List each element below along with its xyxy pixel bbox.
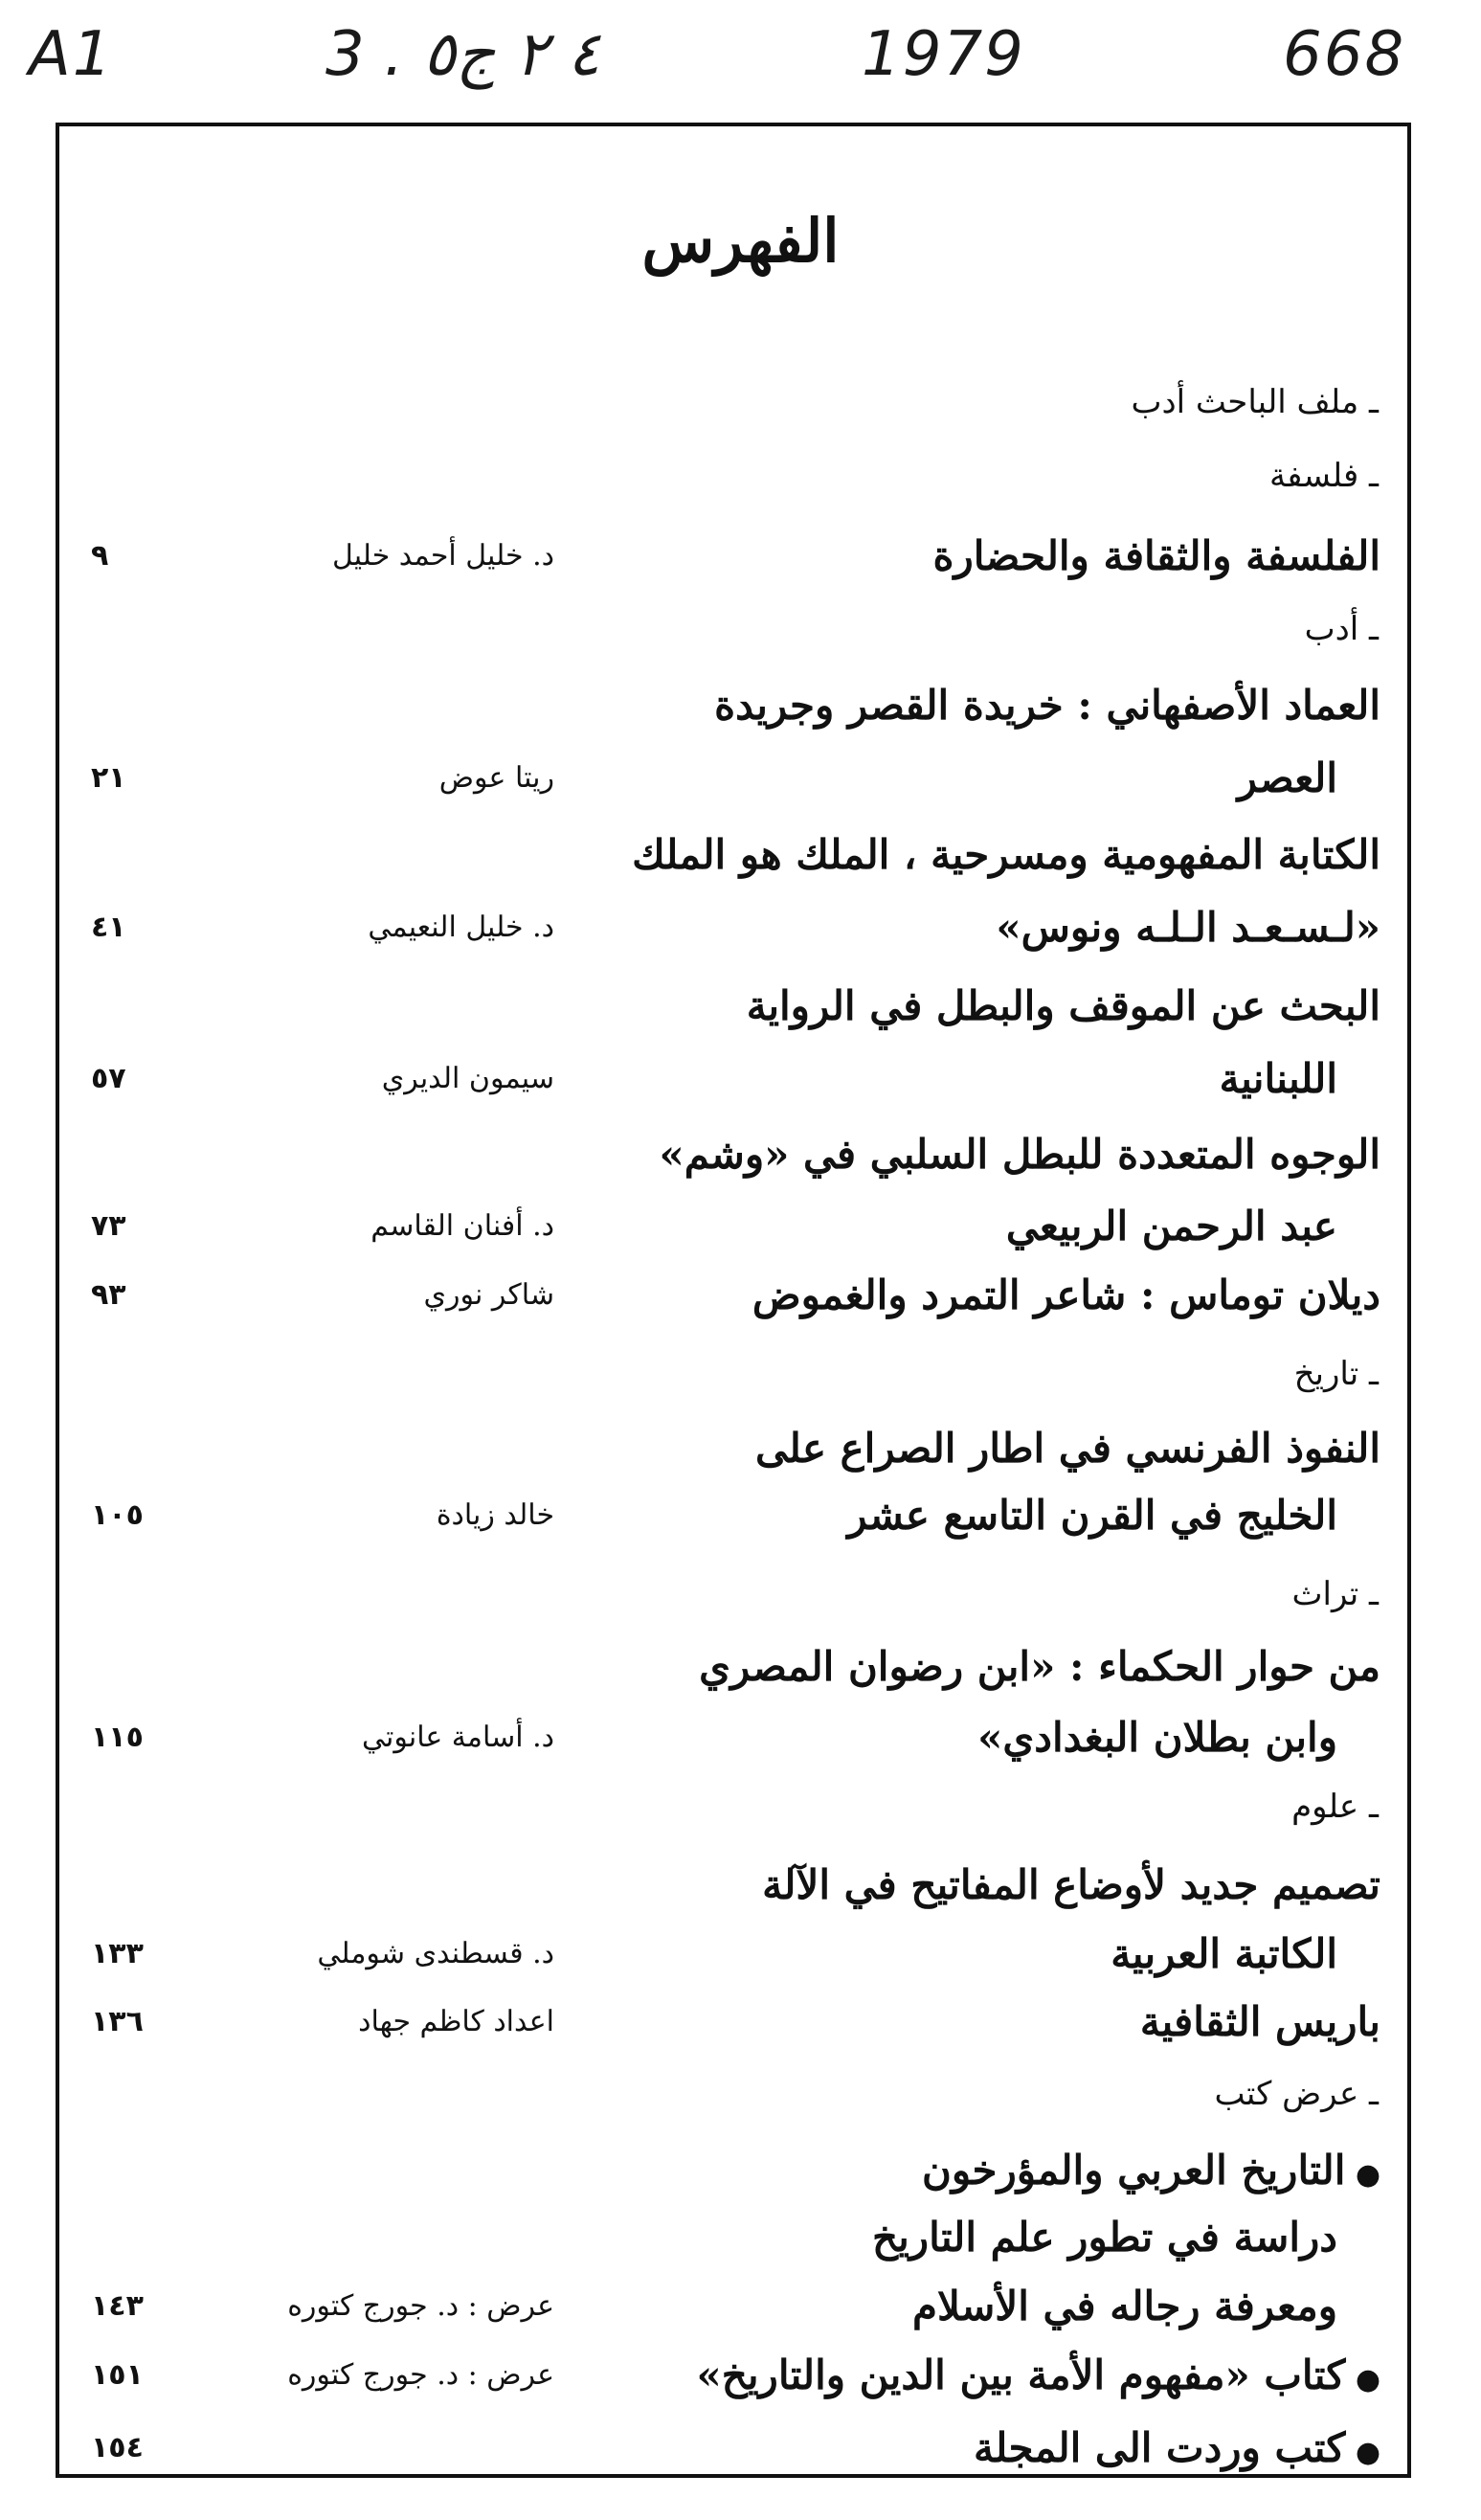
entry-title: ● التاريخ العربي والمؤرخون	[922, 2137, 1380, 2209]
entry-author: عرض : د. جورج كتوره	[287, 2358, 554, 2392]
section-heading	[0, 1773, 1481, 1840]
handwritten-mark: A1	[29, 19, 114, 90]
entry-title: ومعرفة رجاله في الأسلام	[912, 2283, 1337, 2329]
entry-title: الخليج في القرن التاسع عشر	[847, 1492, 1337, 1539]
entry-title: باريس الثقافية	[1139, 1998, 1380, 2045]
entry-page-number: ١٣٦	[91, 2005, 144, 2038]
entry-author: شاكر نوري	[423, 1278, 554, 1312]
toc-entry	[0, 2273, 1481, 2340]
handwritten-number: 668	[1283, 19, 1406, 90]
entry-title: العصر	[1237, 754, 1337, 801]
toc-entry	[0, 1852, 1481, 1919]
toc-entry	[0, 745, 1481, 812]
entry-page-number: ١٥١	[91, 2358, 144, 2392]
entry-title: العماد الأصفهاني : خريدة القصر وجريدة	[714, 682, 1380, 729]
entry-page-number: ٢١	[91, 761, 126, 795]
entry-page-number: ١٥٤	[91, 2431, 144, 2464]
handwritten-year: 1979	[862, 19, 1025, 90]
toc-entry	[0, 1482, 1481, 1549]
entry-title: دراسة في تطور علم التاريخ	[872, 2214, 1337, 2261]
entry-author: خالد زيادة	[436, 1498, 554, 1532]
entry-page-number: ١٣٣	[91, 1937, 144, 1970]
section-label: ـ ملف الباحث أدب	[1131, 383, 1379, 421]
entry-author: سيمون الديري	[381, 1062, 554, 1095]
section-label: ـ علوم	[1291, 1788, 1379, 1826]
toc-entry	[0, 523, 1481, 590]
entry-title: الكاتبة العربية	[1111, 1930, 1337, 1977]
entry-page-number: ١١٥	[91, 1721, 144, 1754]
entry-title: وابن بطلان البغدادي»	[977, 1714, 1337, 1761]
section-label: ـ أدب	[1304, 610, 1379, 648]
section-heading	[0, 1561, 1481, 1628]
entry-page-number: ٤١	[91, 911, 126, 944]
toc-entry	[0, 1193, 1481, 1260]
entry-title: عبد الرحمن الربيعي	[1005, 1203, 1337, 1249]
toc-entry	[0, 973, 1481, 1040]
section-heading	[0, 596, 1481, 663]
entry-page-number: ٥٧	[91, 1062, 126, 1095]
section-heading	[0, 442, 1481, 509]
entry-title: ● كتب وردت الى المجلة	[974, 2415, 1380, 2486]
entry-title: الفلسفة والثقافة والحضارة	[932, 532, 1380, 579]
entry-title: ● كتاب «مفهوم الأمة بين الدين والتاريخ»	[697, 2342, 1381, 2414]
entry-title: الكتابة المفهومية ومسرحية ، الملك هو الملك	[632, 831, 1380, 878]
toc-entry	[0, 1415, 1481, 1482]
toc-entry	[0, 1704, 1481, 1771]
entry-title: من حوار الحكماء : «ابن رضوان المصري	[699, 1643, 1380, 1690]
entry-title: ديلان توماس : شاعر التمرد والغموض	[752, 1271, 1380, 1318]
section-label: ـ تراث	[1291, 1575, 1379, 1613]
entry-title: اللبنانية	[1219, 1055, 1337, 1102]
entry-title: الوجوه المتعددة للبطل السلبي في «وشم»	[659, 1131, 1380, 1178]
toc-entry	[0, 1121, 1481, 1188]
entry-author: عرض : د. جورج كتوره	[287, 2289, 554, 2323]
toc-entry	[0, 2204, 1481, 2271]
toc-entry	[0, 2342, 1481, 2409]
toc-entry	[0, 821, 1481, 889]
entry-title: النفوذ الفرنسي في اطار الصراع على	[755, 1425, 1380, 1472]
entry-page-number: ١٤٣	[91, 2289, 144, 2323]
entry-author: د. خليل النعيمي	[368, 911, 554, 944]
entry-author: د. قسطندى شوملي	[317, 1937, 554, 1970]
entry-page-number: ١٠٥	[91, 1498, 144, 1532]
entry-title: البحث عن الموقف والبطل في الرواية	[746, 982, 1380, 1029]
section-label: ـ تاريخ	[1293, 1355, 1379, 1393]
page-title: الفهرس	[641, 206, 840, 276]
section-heading	[0, 369, 1481, 436]
toc-entry	[0, 1262, 1481, 1329]
entry-author: د. أفنان القاسم	[370, 1209, 554, 1243]
entry-page-number: ٩٣	[91, 1278, 126, 1312]
toc-entry	[0, 1921, 1481, 1988]
entry-author: د. أسامة عانوتي	[362, 1721, 554, 1754]
entry-author: د. خليل أحمد خليل	[332, 539, 554, 573]
entry-author: اعداد كاظم جهاد	[358, 2005, 554, 2038]
toc-entry	[0, 894, 1481, 961]
toc-entry	[0, 1046, 1481, 1113]
section-label: ـ فلسفة	[1268, 457, 1379, 495]
entry-author: ريتا عوض	[438, 761, 554, 795]
section-label: ـ عرض كتب	[1214, 2075, 1379, 2113]
toc-entry	[0, 672, 1481, 739]
toc-entry	[0, 2137, 1481, 2204]
toc-entry	[0, 2415, 1481, 2482]
toc-entry	[0, 1633, 1481, 1700]
toc-entry	[0, 1989, 1481, 2056]
section-heading	[0, 1340, 1481, 1407]
entry-page-number: ٧٣	[91, 1209, 126, 1243]
entry-title: تصميم جديد لأوضاع المفاتيح في الآلة	[762, 1861, 1380, 1908]
handwritten-date: 3 . ٤ ٢ ج٥	[325, 19, 600, 90]
section-heading	[0, 2060, 1481, 2127]
entry-page-number: ٩	[91, 539, 109, 573]
entry-title: «لـسـعـد الـلـه ونوس»	[996, 904, 1380, 951]
